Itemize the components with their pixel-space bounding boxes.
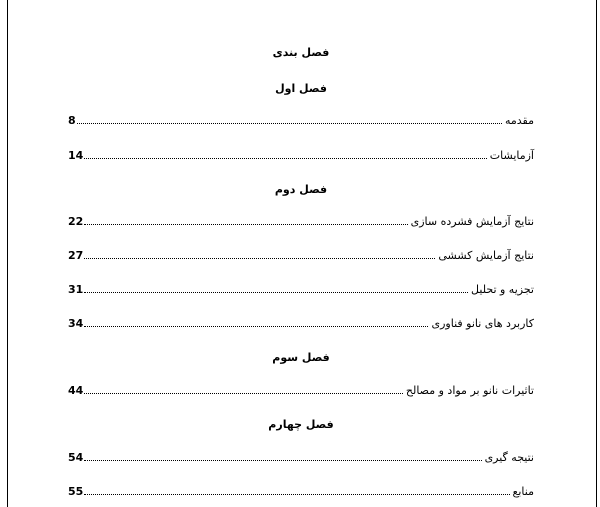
- dot-leader: [84, 157, 486, 159]
- toc-entry-page: 14: [68, 149, 84, 162]
- toc-entry-page: 34: [68, 317, 84, 330]
- toc-entry[interactable]: [68, 383, 534, 397]
- toc-entry-page: 55: [68, 485, 84, 498]
- toc-entry-page: 44: [68, 384, 84, 397]
- toc-entry-title: تاثیرات نانو بر مواد و مصالح: [405, 384, 534, 397]
- toc-entry[interactable]: [68, 450, 534, 464]
- chapter-heading-3: فصل سوم: [272, 351, 330, 364]
- toc-entry[interactable]: [68, 214, 534, 228]
- toc-entry[interactable]: [68, 316, 534, 330]
- dot-leader: [84, 257, 435, 259]
- toc-entry-title: نتایج آزمایش کششی: [438, 249, 534, 262]
- toc-entry-page: 8: [68, 114, 76, 127]
- chapter-heading-1: فصل اول: [275, 82, 327, 95]
- chapter-heading-2: فصل دوم: [274, 183, 328, 196]
- toc-entry-title: آزمایشات: [489, 149, 534, 162]
- toc-entry[interactable]: [68, 113, 534, 127]
- dot-leader: [77, 122, 502, 124]
- dot-leader: [84, 291, 468, 293]
- toc-entry[interactable]: [68, 282, 534, 296]
- dot-leader: [84, 459, 481, 461]
- toc-title: فصل بندی: [272, 46, 330, 59]
- toc-entry-page: 54: [68, 451, 84, 464]
- toc-entry[interactable]: [68, 148, 534, 162]
- dot-leader: [84, 493, 509, 495]
- toc-entry-title: مقدمه: [504, 114, 534, 127]
- toc-entry-page: 22: [68, 215, 84, 228]
- dot-leader: [84, 392, 403, 394]
- toc-entry-page: 27: [68, 249, 84, 262]
- dot-leader: [84, 223, 407, 225]
- toc-entry-title: منابع: [512, 485, 534, 498]
- toc-entry-title: نتیجه گیری: [484, 451, 534, 464]
- toc-entry-page: 31: [68, 283, 84, 296]
- toc-entry[interactable]: [68, 248, 534, 262]
- chapter-heading-4: فصل چهارم: [268, 418, 334, 431]
- dot-leader: [84, 325, 428, 327]
- toc-entry-title: نتایج آزمایش فشرده سازی: [410, 215, 534, 228]
- toc-entry[interactable]: [68, 484, 534, 498]
- toc-entry-title: تجزیه و تحلیل: [471, 283, 534, 296]
- toc-entry-title: کاربرد های نانو فناوری: [431, 317, 534, 330]
